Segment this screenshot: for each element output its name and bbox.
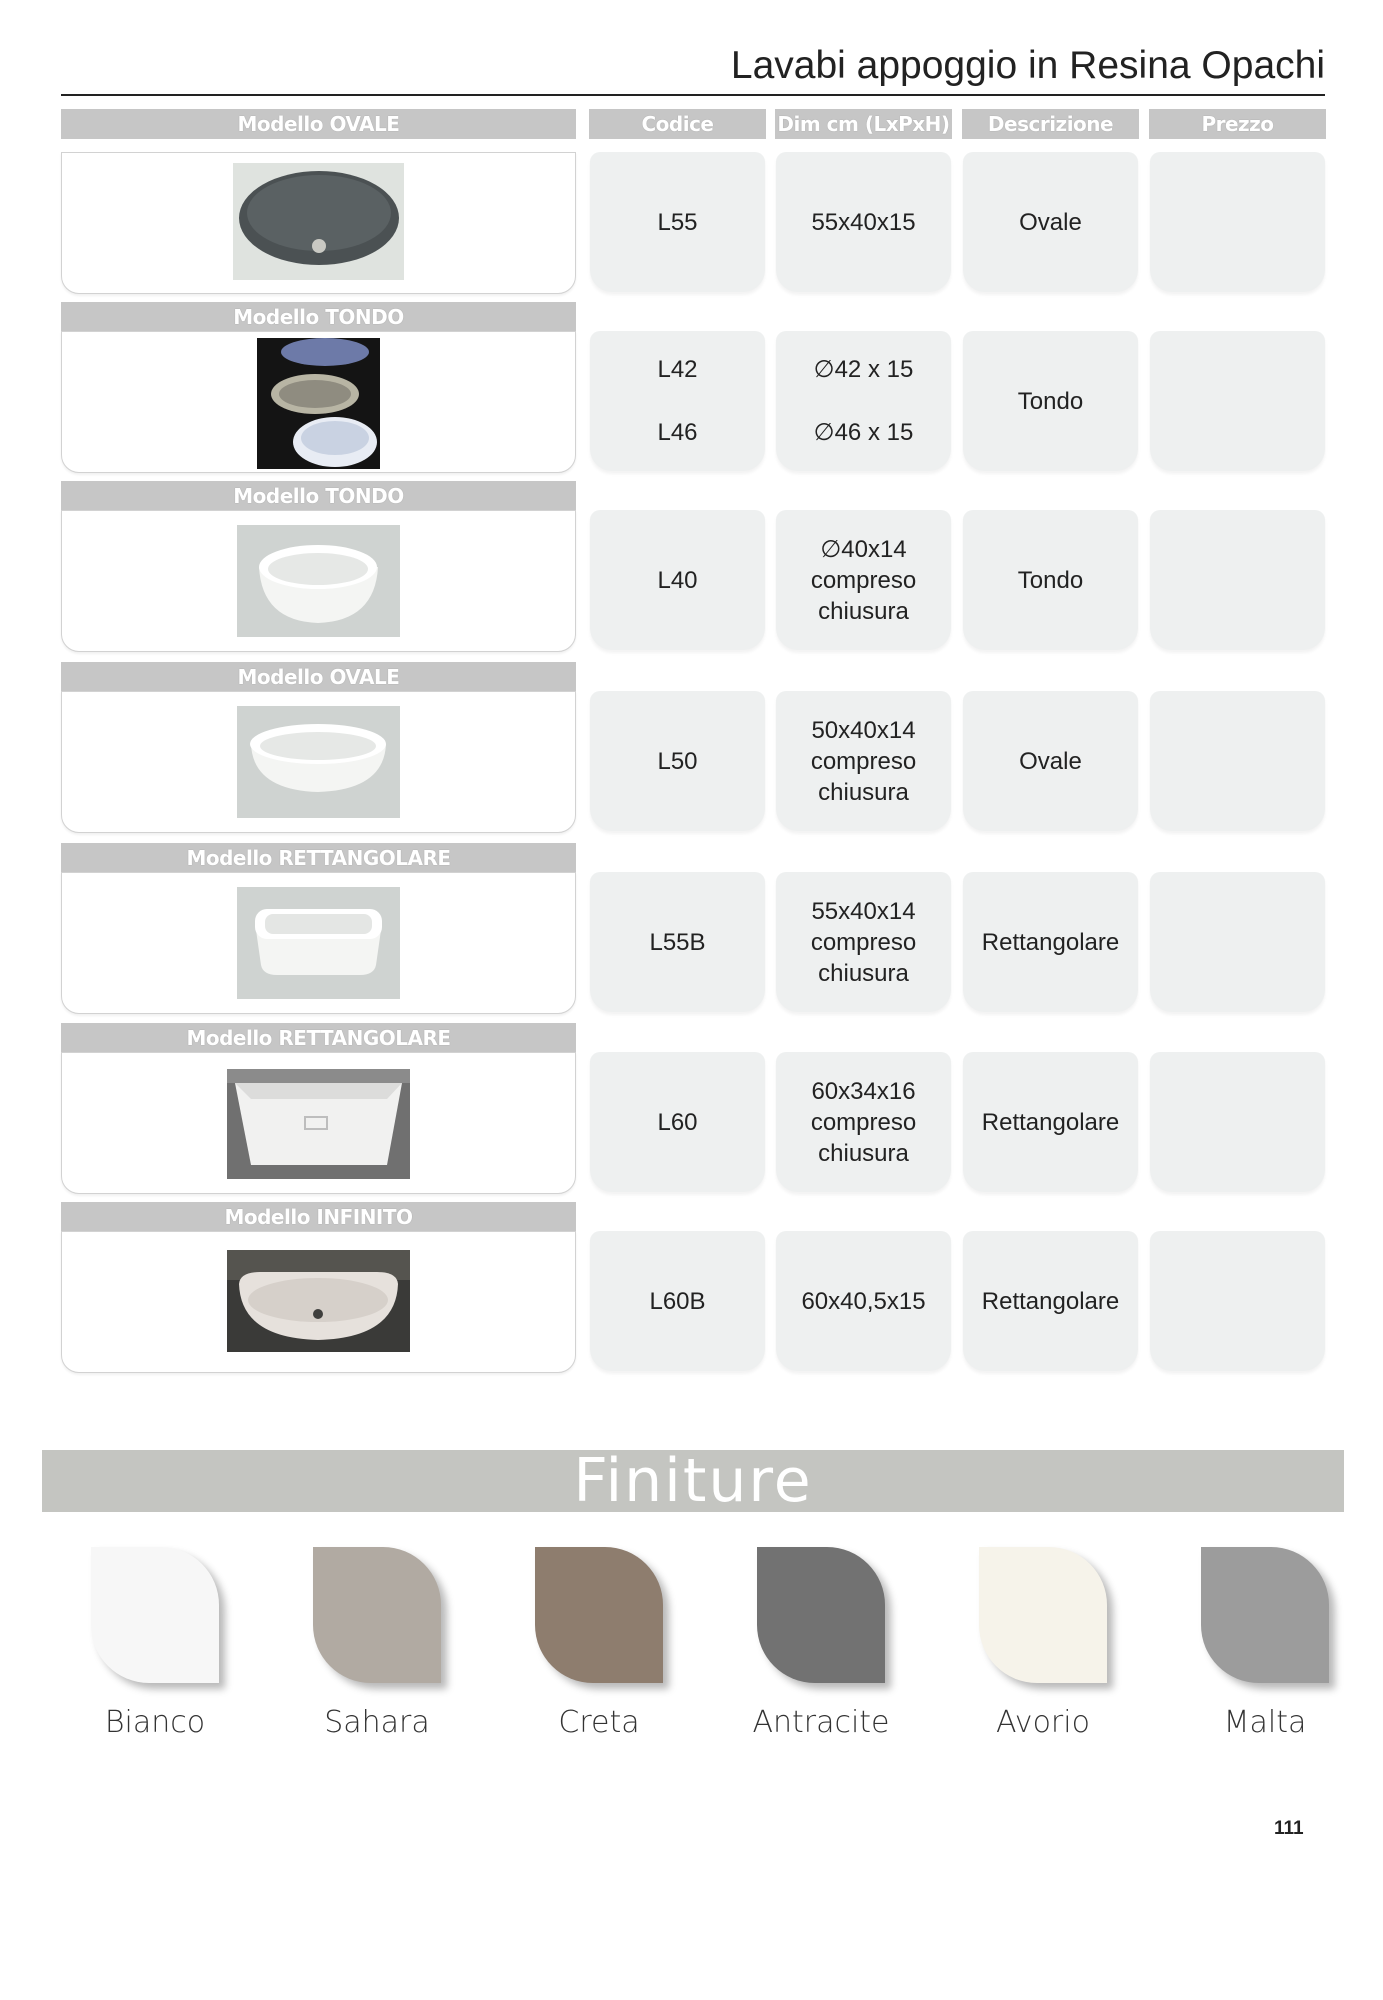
code-l40: L40 [657, 566, 698, 594]
cell-dim-5 [776, 1052, 951, 1192]
cell-desc-2 [963, 510, 1138, 650]
dim-l50-note2: chiusura [818, 778, 909, 806]
cell-codice-3 [590, 691, 765, 831]
dim-l60-note2: chiusura [818, 1139, 909, 1167]
code-l50: L50 [657, 747, 698, 775]
dim-l55: 55x40x15 [811, 208, 916, 236]
product-image-round-white [237, 525, 400, 637]
finish-label-creta: Creta [558, 1705, 640, 1740]
header-model: Modello OVALE [61, 109, 576, 139]
cell-prezzo-0 [1150, 152, 1325, 292]
cell-prezzo-3 [1150, 691, 1325, 831]
swatch-avorio [979, 1547, 1107, 1683]
code-l60b: L60B [649, 1287, 706, 1315]
cell-prezzo-4 [1150, 872, 1325, 1012]
model-box-4 [61, 872, 576, 1014]
finish-label-bianco: Bianco [104, 1705, 206, 1740]
cell-dim-1 [776, 331, 951, 471]
cell-codice-4 [590, 872, 765, 1012]
finish-label-sahara: Sahara [324, 1705, 430, 1740]
desc-1: Tondo [1017, 387, 1084, 415]
cell-dim-2 [776, 510, 951, 650]
swatch-creta [535, 1547, 663, 1683]
cell-codice-2 [590, 510, 765, 650]
cell-dim-0 [776, 152, 951, 292]
header-descrizione: Descrizione [962, 109, 1139, 139]
code-l60: L60 [657, 1108, 698, 1136]
code-l55b: L55B [649, 928, 706, 956]
model-box-6 [61, 1231, 576, 1373]
finiture-title: Finiture [573, 1446, 813, 1516]
page-title: Lavabi appoggio in Resina Opachi [730, 44, 1325, 87]
cell-dim-6 [776, 1231, 951, 1371]
product-image-round-dark [257, 338, 380, 469]
desc-3: Ovale [1019, 747, 1082, 775]
finish-label-avorio: Avorio [996, 1705, 1090, 1740]
product-image-oval-dark [233, 163, 404, 280]
cell-codice-0 [590, 152, 765, 292]
dim-l40-note1: compreso [810, 566, 917, 594]
cell-prezzo-1 [1150, 331, 1325, 471]
cell-desc-0 [963, 152, 1138, 292]
cell-desc-5 [963, 1052, 1138, 1192]
desc-6: Rettangolare [981, 1287, 1120, 1315]
cell-codice-1 [590, 331, 765, 471]
model-head-3: Modello OVALE [61, 662, 576, 691]
desc-5: Rettangolare [981, 1108, 1120, 1136]
model-box-2 [61, 510, 576, 652]
dim-l60b: 60x40,5x15 [801, 1287, 926, 1315]
swatch-sahara [313, 1547, 441, 1683]
header-dim: Dim cm (LxPxH) [775, 109, 952, 139]
model-head-5: Modello RETTANGOLARE [61, 1023, 576, 1052]
dim-l42: ∅42 x 15 [813, 356, 914, 383]
title-rule [61, 94, 1325, 96]
dim-l55b-note1: compreso [810, 928, 917, 956]
header-codice: Codice [589, 109, 766, 139]
dim-l40-size: ∅40x14 [820, 535, 907, 563]
product-image-rect-white [237, 887, 400, 999]
model-box-5 [61, 1052, 576, 1194]
dim-l40-note2: chiusura [818, 597, 909, 625]
swatch-malta [1201, 1547, 1329, 1683]
product-image-rect-large [227, 1069, 410, 1179]
cell-desc-3 [963, 691, 1138, 831]
model-head-1: Modello TONDO [61, 302, 576, 331]
dim-l50-note1: compreso [810, 747, 917, 775]
product-image-infinito [227, 1250, 410, 1352]
cell-codice-6 [590, 1231, 765, 1371]
cell-desc-4 [963, 872, 1138, 1012]
finish-label-malta: Malta [1223, 1705, 1307, 1740]
swatch-antracite [757, 1547, 885, 1683]
dim-l55b-size: 55x40x14 [811, 897, 916, 925]
cell-prezzo-6 [1150, 1231, 1325, 1371]
dim-l60-size: 60x34x16 [811, 1077, 916, 1105]
finish-label-antracite: Antracite [752, 1705, 890, 1740]
code-l55: L55 [657, 208, 698, 236]
model-box-0 [61, 152, 576, 294]
desc-2: Tondo [1017, 566, 1084, 594]
dim-l46: ∅46 x 15 [813, 419, 914, 446]
cell-prezzo-2 [1150, 510, 1325, 650]
model-head-6: Modello INFINITO [61, 1202, 576, 1231]
header-prezzo: Prezzo [1149, 109, 1326, 139]
page-number: 111 [1274, 1818, 1304, 1839]
cell-desc-6 [963, 1231, 1138, 1371]
cell-prezzo-5 [1150, 1052, 1325, 1192]
cell-dim-3 [776, 691, 951, 831]
dim-l50-size: 50x40x14 [811, 716, 916, 744]
product-image-oval-white [237, 706, 400, 818]
dim-l60-note1: compreso [810, 1108, 917, 1136]
finiture-band [42, 1446, 1344, 1516]
swatch-bianco [91, 1547, 219, 1683]
model-box-3 [61, 691, 576, 833]
code-l46: L46 [657, 419, 698, 446]
cell-dim-4 [776, 872, 951, 1012]
desc-4: Rettangolare [981, 928, 1120, 956]
code-l42: L42 [657, 356, 698, 383]
cell-desc-1 [963, 331, 1138, 471]
model-box-1 [61, 331, 576, 473]
dim-l55b-note2: chiusura [818, 959, 909, 987]
model-head-2: Modello TONDO [61, 481, 576, 510]
model-head-4: Modello RETTANGOLARE [61, 843, 576, 872]
desc-0: Ovale [1019, 208, 1082, 236]
cell-codice-5 [590, 1052, 765, 1192]
